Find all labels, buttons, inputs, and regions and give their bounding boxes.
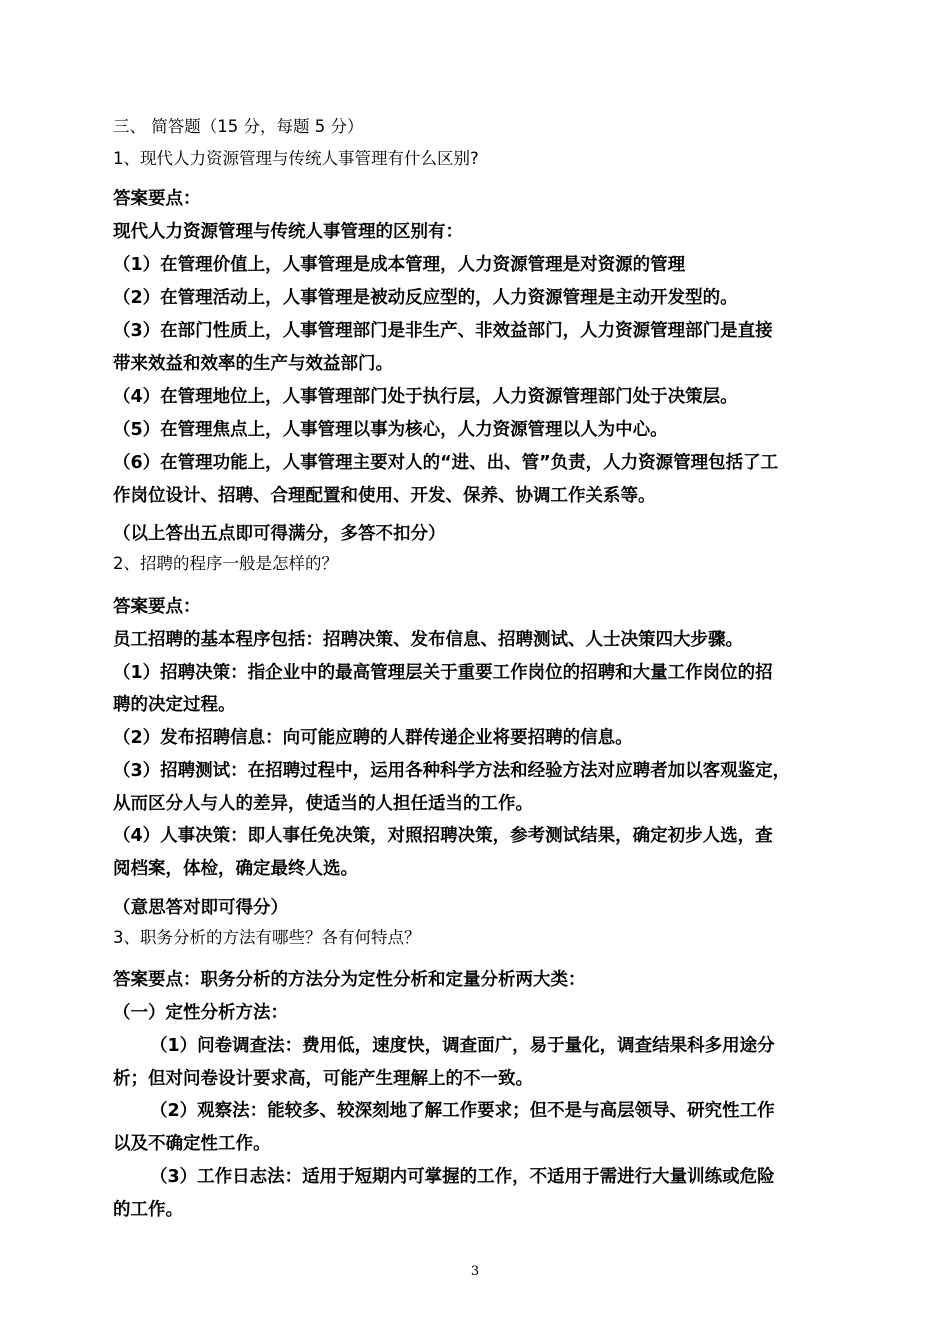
question-3: 3、职务分析的方法有哪些？各有何特点？: [113, 928, 421, 947]
answer-line: 析；但对问卷设计要求高，可能产生理解上的不一致。: [113, 1069, 533, 1089]
answer-line: （2）发布招聘信息：向可能应聘的人群传递企业将要招聘的信息。: [113, 728, 633, 748]
answer-line: （1）在管理价值上，人事管理是成本管理，人力资源管理是对资源的管理: [113, 255, 686, 275]
question-1: 1、现代人力资源管理与传统人事管理有什么区别?: [113, 149, 479, 168]
answer-intro-3: 答案要点：职务分析的方法分为定性分析和定量分析两大类：: [113, 970, 586, 990]
answer-line: 聘的决定过程。: [113, 695, 236, 715]
answer-line: （5）在管理焦点上，人事管理以事为核心，人力资源管理以人为中心。: [113, 420, 668, 440]
answer-line: 带来效益和效率的生产与效益部门。: [113, 354, 393, 374]
answer-line: （2）观察法：能较多、较深刻地了解工作要求；但不是与高层领导、研究性工作: [150, 1101, 775, 1121]
section-title: 三、 简答题（15 分，每题 5 分）: [113, 117, 364, 136]
answer-line: （1）问卷调查法：费用低，速度快，调查面广，易于量化，调查结果科多用途分: [150, 1036, 775, 1056]
answer-line: 从而区分人与人的差异，使适当的人担任适当的工作。: [113, 794, 533, 814]
answer-line: （4）在管理地位上，人事管理部门处于执行层，人力资源管理部门处于决策层。: [113, 387, 738, 407]
question-2: 2、招聘的程序一般是怎样的？: [113, 554, 338, 573]
scoring-note-2: （意思答对即可得分）: [113, 898, 288, 918]
answer-line: （6）在管理功能上，人事管理主要对人的“进、出、管”负责，人力资源管理包括了工: [113, 453, 779, 473]
answer-line: （3）在部门性质上，人事管理部门是非生产、非效益部门，人力资源管理部门是直接: [113, 321, 773, 341]
scoring-note-1: （以上答出五点即可得满分，多答不扣分）: [113, 524, 446, 544]
answer-line: （3）招聘测试：在招聘过程中，运用各种科学方法和经验方法对应聘者加以客观鉴定，: [113, 761, 791, 781]
answer-line: （4）人事决策：即人事任免决策，对照招聘决策，参考测试结果，确定初步人选，查: [113, 826, 773, 846]
answer-line: 阅档案，体检，确定最终人选。: [113, 859, 358, 879]
answer-line: （2）在管理活动上，人事管理是被动反应型的，人力资源管理是主动开发型的。: [113, 288, 738, 308]
answer-line: 的工作。: [113, 1200, 183, 1220]
answer-label-2: 答案要点：: [113, 597, 201, 617]
answer-label-1: 答案要点：: [113, 189, 201, 209]
subheading-qualitative: （一）定性分析方法：: [113, 1003, 288, 1023]
answer-line: （3）工作日志法：适用于短期内可掌握的工作，不适用于需进行大量训练或危险: [150, 1167, 775, 1187]
page-number: 3: [470, 1264, 480, 1279]
answer-intro-1: 现代人力资源管理与传统人事管理的区别有：: [113, 222, 463, 242]
answer-line: 作岗位设计、招聘、合理配置和使用、开发、保养、协调工作关系等。: [113, 486, 656, 506]
answer-line: 以及不确定性工作。: [113, 1134, 271, 1154]
answer-intro-2: 员工招聘的基本程序包括：招聘决策、发布信息、招聘测试、人士决策四大步骤。: [113, 630, 743, 650]
answer-line: （1）招聘决策：指企业中的最高管理层关于重要工作岗位的招聘和大量工作岗位的招: [113, 663, 773, 683]
